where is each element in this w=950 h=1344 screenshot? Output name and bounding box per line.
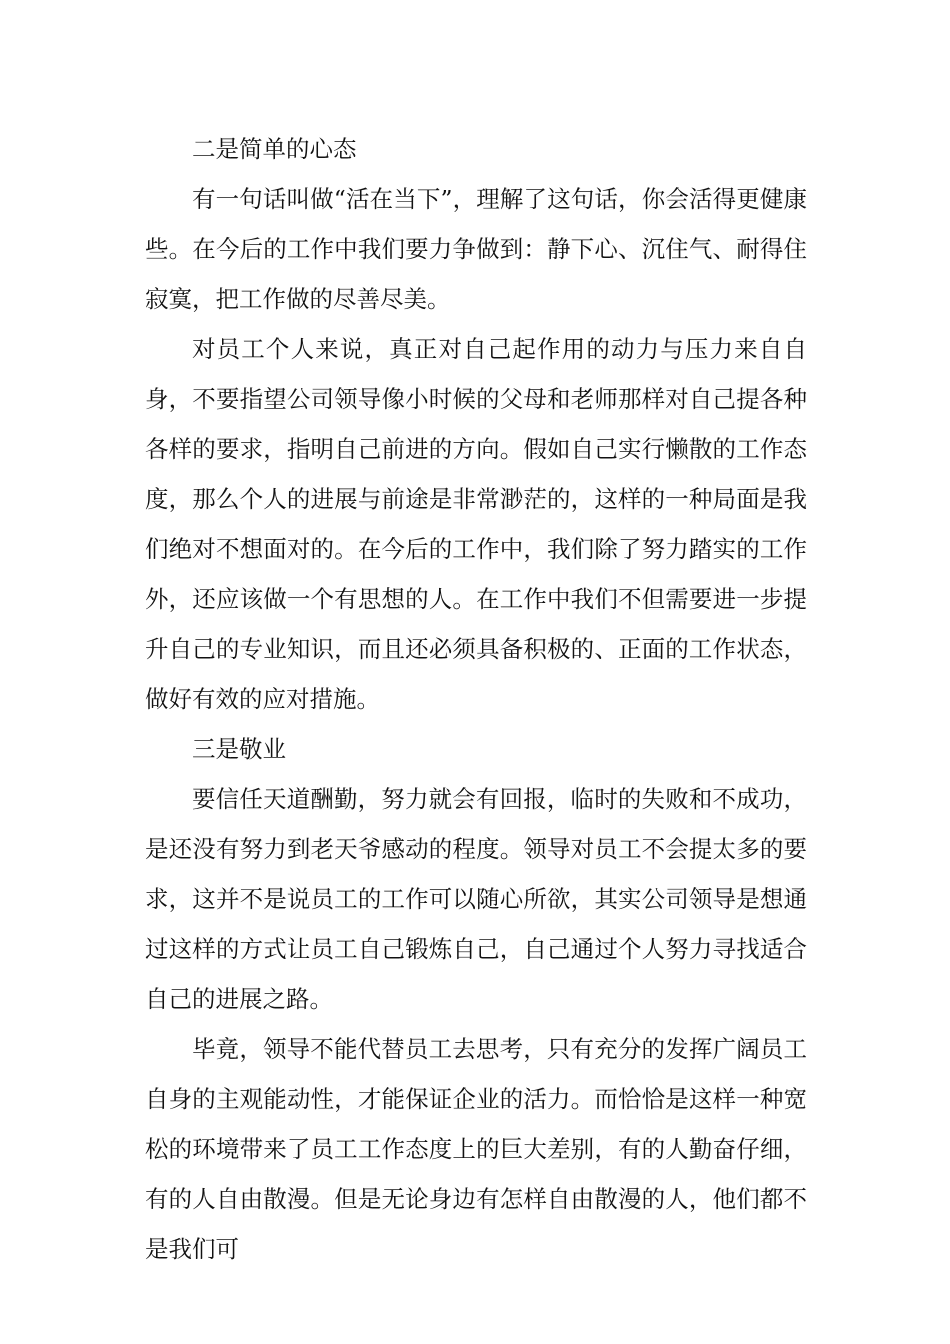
- document-body: [145, 124, 807, 1274]
- section-heading-dedication: 三是敬业: [192, 735, 286, 763]
- paragraph: 毕竟，领导不能代替员工去思考，只有充分的发挥广阔员工自身的主观能动性，才能保证企业的活力。而恰恰是这样一种宽松的环境带来了员工工作态度上的巨大差别，有的人勤奋仔细，有的人自由散漫。但是无论身边有怎样自由散漫的人，他们都不是我们可: [145, 1035, 807, 1263]
- paragraph: 要信任天道酬勤，努力就会有回报，临时的失败和不成功，是还没有努力到老天爷感动的程度。领导对员工不会提太多的要求，这并不是说员工的工作可以随心所欲，其实公司领导是想通过这样的方式让员工自己锻炼自己，自己通过个人努力寻找适合自己的进展之路。: [145, 785, 807, 1013]
- section-heading-mindset: 二是简单的心态: [192, 135, 357, 163]
- paragraph: 有一句话叫做“活在当下”，理解了这句话，你会活得更健康些。在今后的工作中我们要力争做到：静下心、沉住气、耐得住寂寞，把工作做的尽善尽美。: [145, 185, 807, 313]
- paragraph: 对员工个人来说，真正对自己起作用的动力与压力来自自身，不要指望公司领导像小时候的父母和老师那样对自己提各种各样的要求，指明自己前进的方向。假如自己实行懒散的工作态度，那么个人的进展与前途是非常渺茫的，这样的一种局面是我们绝对不想面对的。在今后的工作中，我们除了努力踏实的工作外，还应该做一个有思想的人。在工作中我们不但需要进一步提升自己的专业知识，而且还必须具备积极的、正面的工作状态，做好有效的应对措施。: [145, 335, 807, 713]
